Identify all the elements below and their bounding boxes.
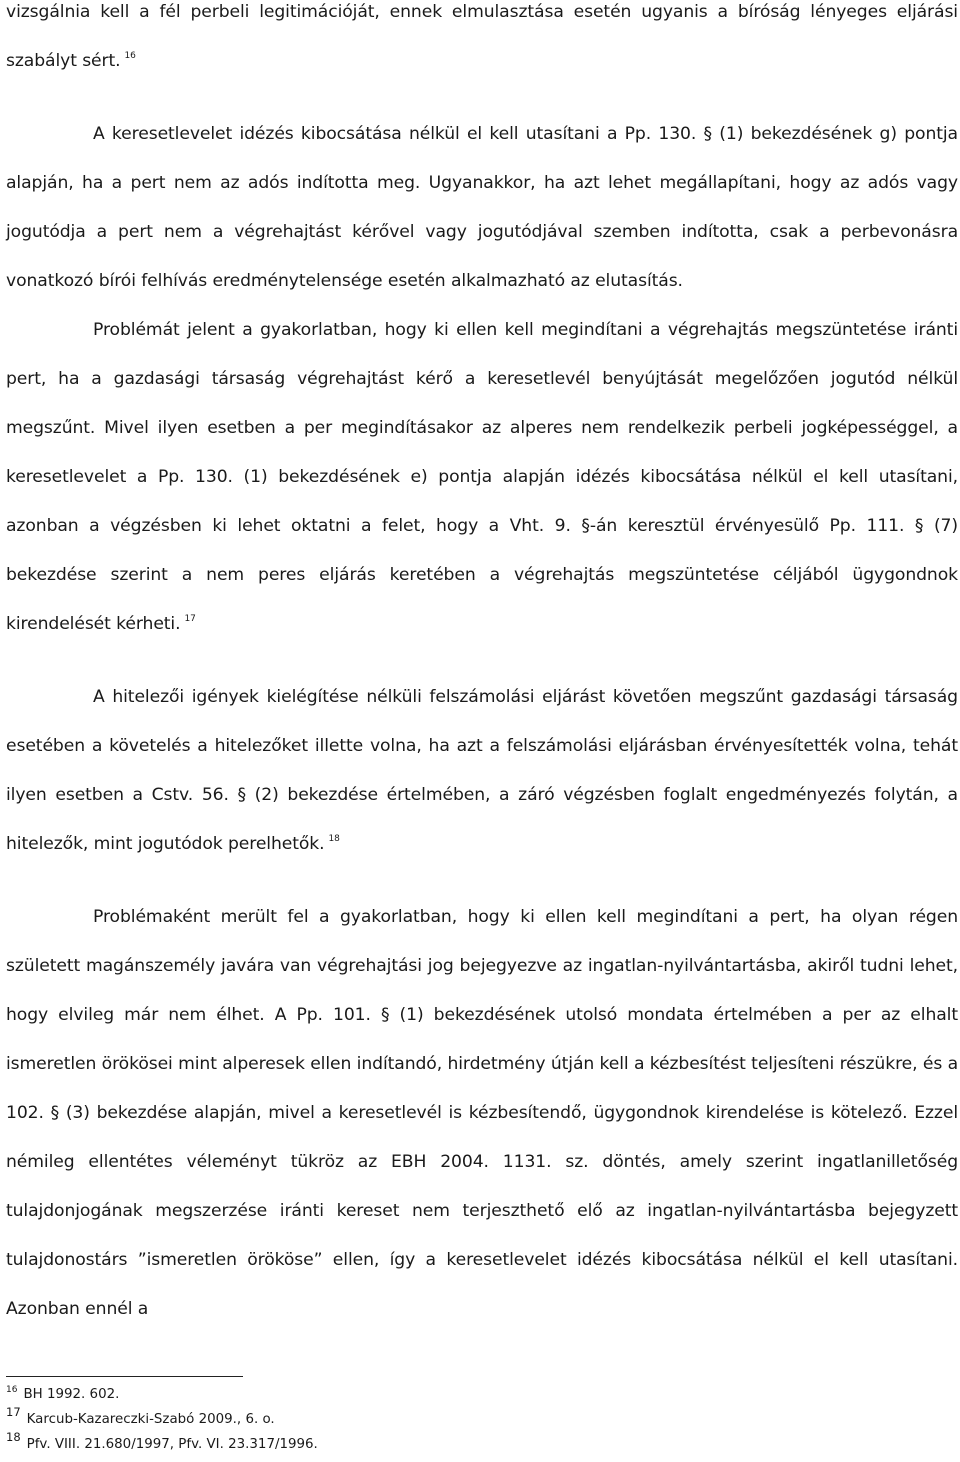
footnote-text: Pfv. VIII. 21.680/1997, Pfv. VI. 23.317/1996. (26, 1437, 318, 1452)
paragraph-text: Problémaként merült fel a gyakorlatban, hogy ki ellen kell megindítani a pert, ha olyan régen született magánszemély javára van végrehajtási jog bejegyezve az ingatlan-nyilvántartásba, akiről tudni lehet, hogy elvileg már nem élhet. A Pp. 101. § (1) bekezdésének utolsó mondata értelmében a per az elhalt ismeretlen örökösei mint alperesek ellen indítandó, hirdetmény útján kell a kézbesítést teljesíteni részükre, és a 102. § (3) bekezdése alapján, mivel a keresetlevél is kézbesítendő, ügygondnok kirendelése is kötelező. Ezzel némileg ellentétes véleményt tükröz az EBH 2004. 1131. sz. döntés, amely szerint ingatlanilletőség tulajdonjogának megszerzése iránti kereset nem terjeszthető elő az ingatlan-nyilvántartásba bejegyzett tulajdonostárs ”ismeretlen örököse” ellen, így a keresetlevelet idézés kibocsátása nélkül el kell utasítani. Azonban ennél a (6, 907, 958, 1319)
paragraph-text: vizsgálnia kell a fél perbeli legitimációját, ennek elmulasztása esetén ugyanis a bíróság lényeges eljárási szabályt sért. (6, 2, 958, 71)
paragraph-3 (6, 306, 958, 649)
footnote-17 (6, 1407, 906, 1432)
footnote-number: 16 (6, 1385, 18, 1395)
paragraph-5 (6, 893, 958, 1334)
footnote-18 (6, 1432, 906, 1457)
footnote-ref-16[interactable]: 16 (124, 51, 136, 61)
footnote-text: Karcub-Kazareczki-Szabó 2009., 6. o. (26, 1412, 275, 1427)
paragraph-text: Problémát jelent a gyakorlatban, hogy ki ellen kell megindítani a végrehajtás megszüntetése iránti pert, ha a gazdasági társaság végrehajtást kérő a keresetlevél benyújtását megelőzően jogutód nélkül megszűnt. Mivel ilyen esetben a per megindításakor az alperes nem rendelkezik perbeli jogképességgel, a keresetlevelet a Pp. 130. (1) bekezdésének e) pontja alapján idézés kibocsátása nélkül el kell utasítani, azonban a végzésben ki lehet oktatni a felet, hogy a Vht. 9. §-án keresztül érvényesülő Pp. 111. § (7) bekezdése szerint a nem peres eljárás keretében a végrehajtás megszüntetése céljából ügygondnok kirendelését kérheti. (6, 320, 958, 634)
footnote-separator (6, 1376, 243, 1377)
footnote-ref-18[interactable]: 18 (328, 834, 340, 844)
footnote-number: 18 (6, 1430, 21, 1444)
paragraph-4 (6, 673, 958, 869)
paragraph-text: A hitelezői igények kielégítése nélküli felszámolási eljárást követően megszűnt gazdasági társaság esetében a követelés a hitelezőket illette volna, ha azt a felszámolási eljárásban érvényesítették volna, tehát ilyen esetben a Cstv. 56. § (2) bekezdése értelmében, a záró végzésben foglalt engedményezés folytán, a hitelezők, mint jogutódok perelhetők. (6, 687, 958, 854)
footnote-number: 17 (6, 1405, 21, 1419)
footnotes-section (6, 1382, 906, 1457)
footnote-text: BH 1992. 602. (23, 1387, 120, 1402)
footnote-ref-17[interactable]: 17 (184, 614, 196, 624)
paragraph-2 (6, 110, 958, 306)
footnote-16 (6, 1382, 906, 1407)
document-page (6, 0, 958, 1334)
paragraph-1 (6, 0, 958, 86)
paragraph-text: A keresetlevelet idézés kibocsátása nélkül el kell utasítani a Pp. 130. § (1) bekezdésének g) pontja alapján, ha a pert nem az adós indította meg. Ugyanakkor, ha azt lehet megállapítani, hogy az adós vagy jogutódja a pert nem a végrehajtást kérővel vagy jogutódjával szemben indította, csak a perbevonásra vonatkozó bírói felhívás eredménytelensége esetén alkalmazható az elutasítás. (6, 124, 958, 291)
